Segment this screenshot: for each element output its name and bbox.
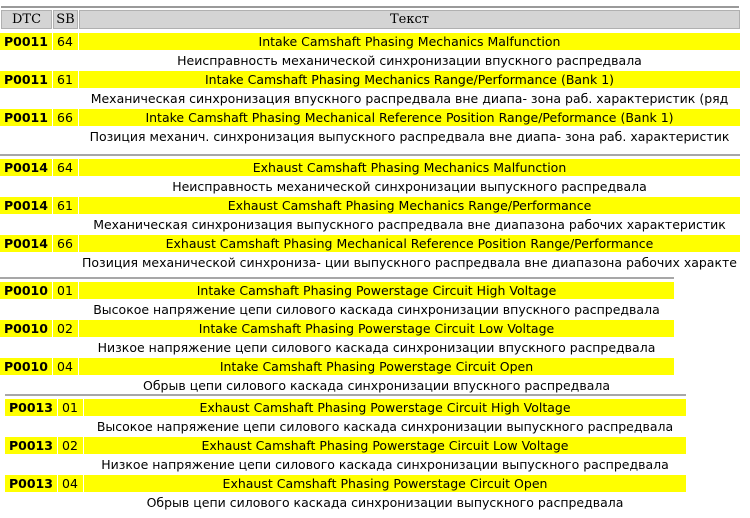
russian-description: Механическая синхронизация выпускного распредвала вне диапазона рабочих характеристик <box>93 217 726 232</box>
dtc-code-cell: P0013 <box>5 475 57 492</box>
sb-cell: 61 <box>53 71 78 88</box>
header-dtc: DTC <box>1 10 52 29</box>
sb-cell: 02 <box>58 437 83 454</box>
header-sb: SB <box>53 10 78 29</box>
english-description: Exhaust Camshaft Phasing Mechanical Reference Position Range/Performance <box>79 235 740 252</box>
dtc-code-cell: P0014 <box>0 159 52 176</box>
english-description: Intake Camshaft Phasing Powerstage Circuit Low Voltage <box>79 320 674 337</box>
sb-cell: 66 <box>53 109 78 126</box>
russian-description: Неисправность механической синхронизации выпускного распредвала <box>172 179 647 194</box>
dtc-code-cell: P0011 <box>0 71 52 88</box>
english-description: Exhaust Camshaft Phasing Mechanics Range/Performance <box>79 197 740 214</box>
top-border <box>1 6 739 8</box>
group-separator <box>5 394 686 396</box>
dtc-code-cell: P0014 <box>0 235 52 252</box>
russian-description: Обрыв цепи силового каскада синхронизации впускного распредвала <box>143 378 610 393</box>
english-description: Intake Camshaft Phasing Powerstage Circuit High Voltage <box>79 282 674 299</box>
russian-description: Позиция механич. синхронизация выпускного распредвала вне диапа- зона раб. характеристик <box>89 129 730 144</box>
english-description: Intake Camshaft Phasing Mechanical Reference Position Range/Peformance (Bank 1) <box>79 109 740 126</box>
sb-cell: 64 <box>53 159 78 176</box>
english-description: Intake Camshaft Phasing Mechanics Range/Performance (Bank 1) <box>79 71 740 88</box>
russian-description: Позиция механической синхрониза- ции выпускного распредвала вне диапазона рабочих характе <box>82 255 737 270</box>
dtc-code-cell: P0010 <box>0 282 52 299</box>
russian-description: Неисправность механической синхронизации впускного распредвала <box>177 53 642 68</box>
dtc-code-cell: P0014 <box>0 197 52 214</box>
sb-cell: 04 <box>53 358 78 375</box>
sb-cell: 01 <box>58 399 83 416</box>
sb-cell: 04 <box>58 475 83 492</box>
russian-description: Низкое напряжение цепи силового каскада синхронизации впускного распредвала <box>97 340 656 355</box>
sb-cell: 66 <box>53 235 78 252</box>
russian-description: Низкое напряжение цепи силового каскада синхронизации выпускного распредвала <box>101 457 669 472</box>
english-description: Intake Camshaft Phasing Mechanics Malfunction <box>79 33 740 50</box>
dtc-code-cell: P0011 <box>0 109 52 126</box>
sb-cell: 01 <box>53 282 78 299</box>
dtc-code-cell: P0010 <box>0 358 52 375</box>
sb-cell: 61 <box>53 197 78 214</box>
russian-description: Механическая синхронизация впускного распредвала вне диапа- зона раб. характеристик (ряд <box>90 91 729 106</box>
russian-description: Обрыв цепи силового каскада синхронизации выпускного распредвала <box>146 495 624 510</box>
english-description: Exhaust Camshaft Phasing Powerstage Circuit Low Voltage <box>84 437 686 454</box>
group-separator <box>0 154 740 156</box>
header-text: Текст <box>79 10 740 29</box>
english-description: Exhaust Camshaft Phasing Powerstage Circuit Open <box>84 475 686 492</box>
dtc-code-cell: P0013 <box>5 437 57 454</box>
sb-cell: 02 <box>53 320 78 337</box>
russian-description: Высокое напряжение цепи силового каскада синхронизации выпускного распредвала <box>96 419 674 434</box>
english-description: Exhaust Camshaft Phasing Powerstage Circuit High Voltage <box>84 399 686 416</box>
dtc-code-cell: P0011 <box>0 33 52 50</box>
group-separator <box>0 277 674 279</box>
dtc-code-cell: P0013 <box>5 399 57 416</box>
english-description: Intake Camshaft Phasing Powerstage Circuit Open <box>79 358 674 375</box>
english-description: Exhaust Camshaft Phasing Mechanics Malfunction <box>79 159 740 176</box>
russian-description: Высокое напряжение цепи силового каскада синхронизации впускного распредвала <box>93 302 660 317</box>
dtc-code-cell: P0010 <box>0 320 52 337</box>
sb-cell: 64 <box>53 33 78 50</box>
